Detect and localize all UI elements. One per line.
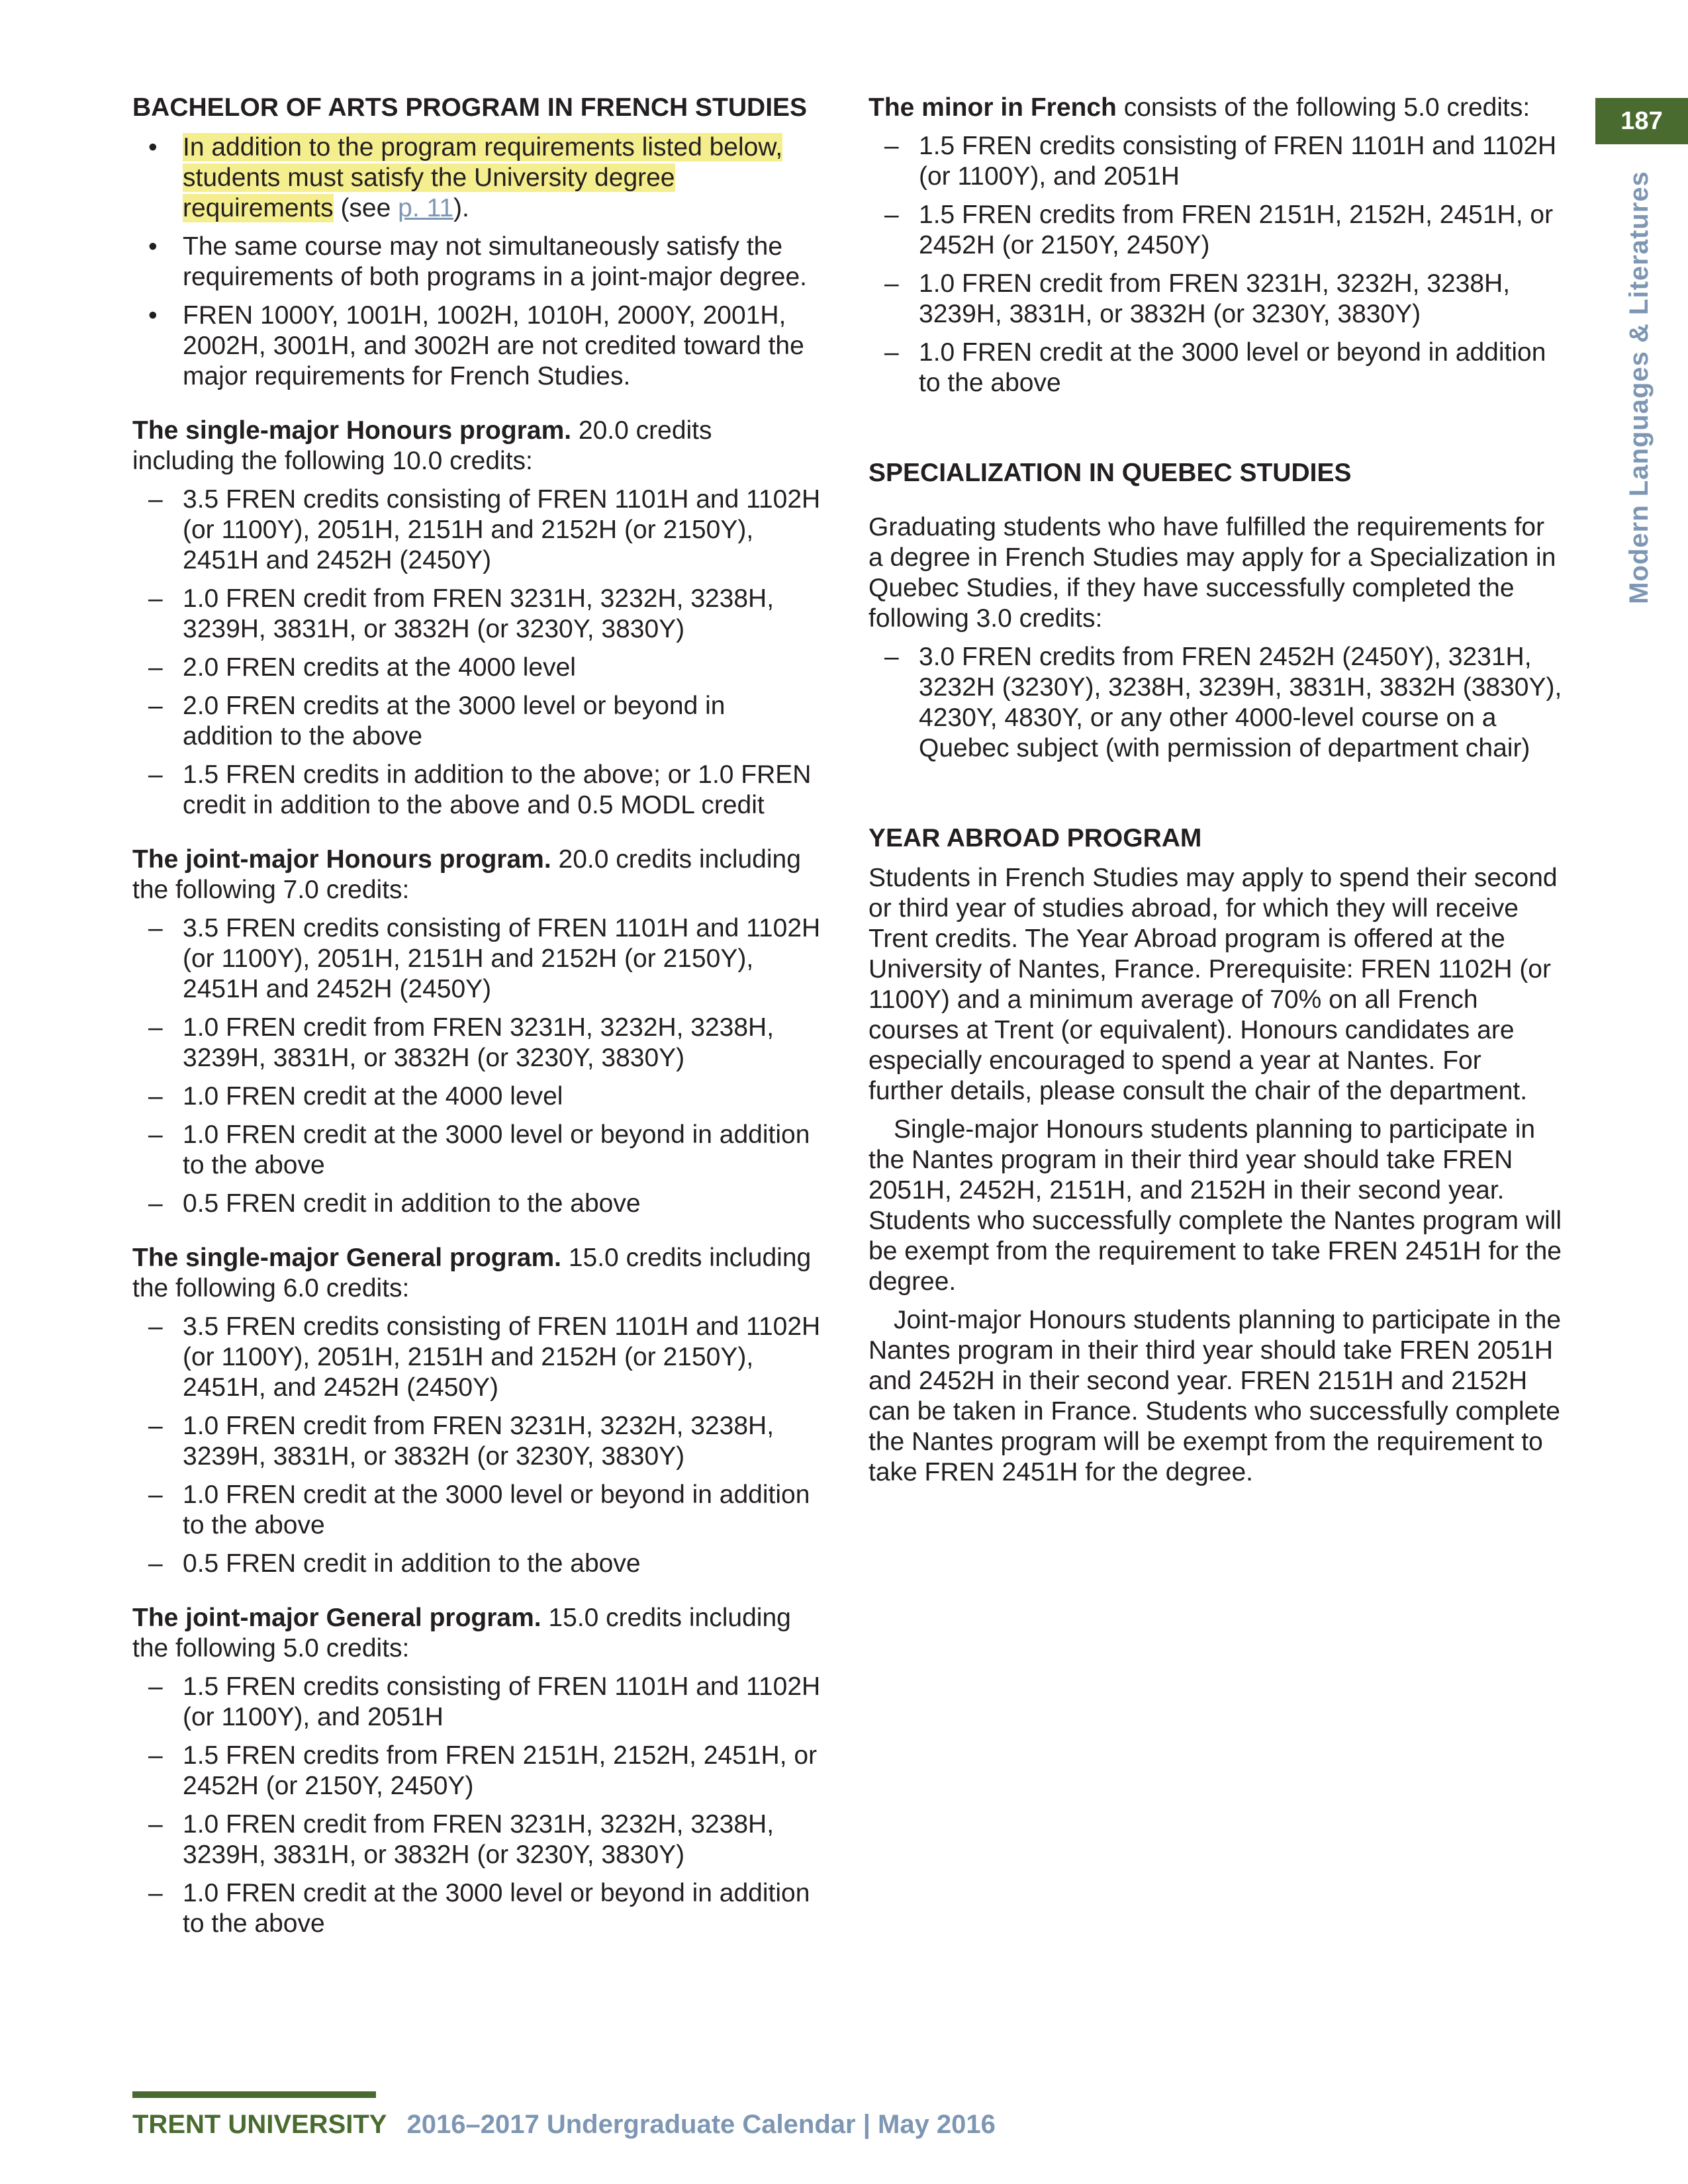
page-number: 187 bbox=[1595, 98, 1688, 144]
bullet-item: • The same course may not simultaneously satisfy the requirements of both programs in a joint-major degree. bbox=[132, 232, 821, 293]
list-item: – 1.0 FREN credit from FREN 3231H, 3232H, 3238H, 3239H, 3831H, or 3832H (or 3230Y, 3830Y) bbox=[868, 269, 1562, 330]
footer-university: TRENT UNIVERSITY bbox=[132, 2110, 387, 2139]
section-heading-year-abroad: YEAR ABROAD PROGRAM bbox=[868, 824, 1202, 852]
footer bbox=[132, 2110, 996, 2140]
program-title: The single-major Honours program. bbox=[132, 416, 572, 445]
program-requirements-list bbox=[132, 1672, 821, 1939]
year-abroad-paragraph: Joint-major Honours students planning to participate in the Nantes program in their third year should take FREN 2051H and 2452H in their second year. FREN 2151H and 2152H can be taken in France. Students who successfully complete the Nantes program will be exempt from the requirement to take FREN 2451H for the degree. bbox=[868, 1306, 1562, 1486]
program-single-major-honours bbox=[132, 416, 821, 477]
program-title: The joint-major General program. bbox=[132, 1604, 541, 1632]
program-desc: 20.0 credits including the following 7.0 credits: bbox=[132, 845, 801, 904]
program-desc: 15.0 credits including the following 5.0 credits: bbox=[132, 1604, 791, 1662]
list-item: – 3.0 FREN credits from FREN 2452H (2450Y), 3231H, 3232H (3230Y), 3238H, 3239H, 3831H, 3832H (3830Y), 4230Y, 4830Y, or any other 4000-level course on a Quebec subject (with permission of department chair) bbox=[868, 642, 1562, 764]
program-requirements-list bbox=[132, 484, 821, 821]
program-desc: 15.0 credits including the following 6.0 credits: bbox=[132, 1244, 812, 1302]
footer-rule bbox=[132, 2091, 376, 2098]
program-requirements-list bbox=[132, 1312, 821, 1579]
minor-requirements-list bbox=[868, 131, 1562, 398]
page-link[interactable]: p. 11 bbox=[398, 194, 454, 222]
program-single-major-general bbox=[132, 1243, 821, 1304]
list-item: – 1.0 FREN credit at the 3000 level or beyond in addition to the above bbox=[132, 1480, 821, 1541]
section-heading-quebec-studies: SPECIALIZATION IN QUEBEC STUDIES bbox=[868, 459, 1352, 487]
see-text: (see bbox=[333, 194, 399, 222]
list-item: – 1.5 FREN credits consisting of FREN 1101H and 1102H (or 1100Y), and 2051H bbox=[132, 1672, 821, 1733]
list-item: – 3.5 FREN credits consisting of FREN 1101H and 1102H (or 1100Y), 2051H, 2151H and 2152H (or 2150Y), 2451H and 2452H (2450Y) bbox=[132, 913, 821, 1005]
list-item: – 1.0 FREN credit at the 3000 level or beyond in addition to the above bbox=[132, 1878, 821, 1939]
specialization-text: Graduating students who have fulfilled the requirements for a degree in French Studies may apply for a Specialization in Quebec Studies, if they have successfully completed the following 3.0 credits: bbox=[868, 513, 1556, 633]
list-item: – 1.5 FREN credits consisting of FREN 1101H and 1102H (or 1100Y), and 2051H bbox=[868, 131, 1562, 192]
list-item: – 1.0 FREN credit at the 3000 level or beyond in addition to the above bbox=[132, 1120, 821, 1181]
specialization-requirements-list bbox=[868, 642, 1562, 764]
list-item: – 3.5 FREN credits consisting of FREN 1101H and 1102H (or 1100Y), 2051H, 2151H and 2152H (or 2150Y), 2451H, and 2452H (2450Y) bbox=[132, 1312, 821, 1403]
running-head bbox=[1618, 169, 1660, 606]
list-item: – 1.0 FREN credit from FREN 3231H, 3232H, 3238H, 3239H, 3831H, or 3832H (or 3230Y, 3830Y) bbox=[132, 1809, 821, 1870]
list-item: – 1.0 FREN credit at the 4000 level bbox=[132, 1081, 821, 1112]
list-item: – 1.0 FREN credit from FREN 3231H, 3232H, 3238H, 3239H, 3831H, or 3832H (or 3230Y, 3830Y) bbox=[132, 1013, 821, 1073]
running-head-text: Modern Languages & Literatures bbox=[1624, 170, 1654, 604]
list-item: – 3.5 FREN credits consisting of FREN 1101H and 1102H (or 1100Y), 2051H, 2151H and 2152H (or 2150Y), 2451H and 2452H (2450Y) bbox=[132, 484, 821, 576]
requirements-bullet-list bbox=[132, 132, 821, 392]
program-joint-major-honours bbox=[132, 844, 821, 905]
bullet-item-degree-requirements bbox=[132, 132, 821, 224]
list-item: – 1.5 FREN credits from FREN 2151H, 2152H, 2451H, or 2452H (or 2150Y, 2450Y) bbox=[132, 1741, 821, 1801]
section-heading-ba-french: BACHELOR OF ARTS PROGRAM IN FRENCH STUDIES bbox=[132, 93, 808, 122]
year-abroad-paragraph: Single-major Honours students planning to participate in the Nantes program in their third year should take FREN 2051H, 2452H, 2151H, and 2152H in their second year. Students who successfully complete the Nantes program will be exempt from the requirement to take FREN 2451H for the degree. bbox=[868, 1115, 1562, 1296]
program-title: The single-major General program. bbox=[132, 1244, 561, 1272]
see-close: ). bbox=[453, 194, 469, 222]
year-abroad-paragraph: Students in French Studies may apply to spend their second or third year of studies abroad, for which they will receive Trent credits. The Year Abroad program is offered at the University of Nantes, France. Prerequisite: FREN 1102H (or 1100Y) and a minimum average of 70% on all French courses at Trent (or equivalent). Honours candidates are especially encouraged to spend a year at Nantes. For further details, please consult the chair of the department. bbox=[868, 864, 1558, 1105]
minor-desc: consists of the following 5.0 credits: bbox=[1116, 93, 1530, 122]
list-item: – 1.5 FREN credits in addition to the above; or 1.0 FREN credit in addition to the above and 0.5 MODL credit bbox=[132, 760, 821, 821]
list-item: – 1.0 FREN credit from FREN 3231H, 3232H, 3238H, 3239H, 3831H, or 3832H (or 3230Y, 3830Y) bbox=[132, 584, 821, 645]
list-item: – 1.0 FREN credit from FREN 3231H, 3232H, 3238H, 3239H, 3831H, or 3832H (or 3230Y, 3830Y) bbox=[132, 1411, 821, 1472]
left-column bbox=[132, 93, 821, 1963]
program-requirements-list bbox=[132, 913, 821, 1219]
highlighted-text: In addition to the program requirements listed below, students must satisfy the University degree requirements bbox=[183, 133, 783, 222]
program-title: The joint-major Honours program. bbox=[132, 845, 551, 874]
program-joint-major-general bbox=[132, 1603, 821, 1664]
list-item: – 0.5 FREN credit in addition to the above bbox=[132, 1549, 821, 1579]
footer-calendar: 2016–2017 Undergraduate Calendar | May 2016 bbox=[406, 2110, 996, 2139]
program-desc: 20.0 credits including the following 10.0 credits: bbox=[132, 416, 712, 475]
right-column bbox=[868, 93, 1562, 1488]
minor-in-french bbox=[868, 93, 1562, 123]
bullet-item: • FREN 1000Y, 1001H, 1002H, 1010H, 2000Y, 2001H, 2002H, 3001H, and 3002H are not credited toward the major requirements for French Studies. bbox=[132, 300, 821, 392]
list-item: – 1.5 FREN credits from FREN 2151H, 2152H, 2451H, or 2452H (or 2150Y, 2450Y) bbox=[868, 200, 1562, 261]
list-item: – 0.5 FREN credit in addition to the above bbox=[132, 1189, 821, 1219]
list-item: – 1.0 FREN credit at the 3000 level or beyond in addition to the above bbox=[868, 338, 1562, 398]
list-item: – 2.0 FREN credits at the 4000 level bbox=[132, 653, 821, 683]
list-item: – 2.0 FREN credits at the 3000 level or beyond in addition to the above bbox=[132, 691, 821, 752]
minor-title: The minor in French bbox=[868, 93, 1117, 122]
